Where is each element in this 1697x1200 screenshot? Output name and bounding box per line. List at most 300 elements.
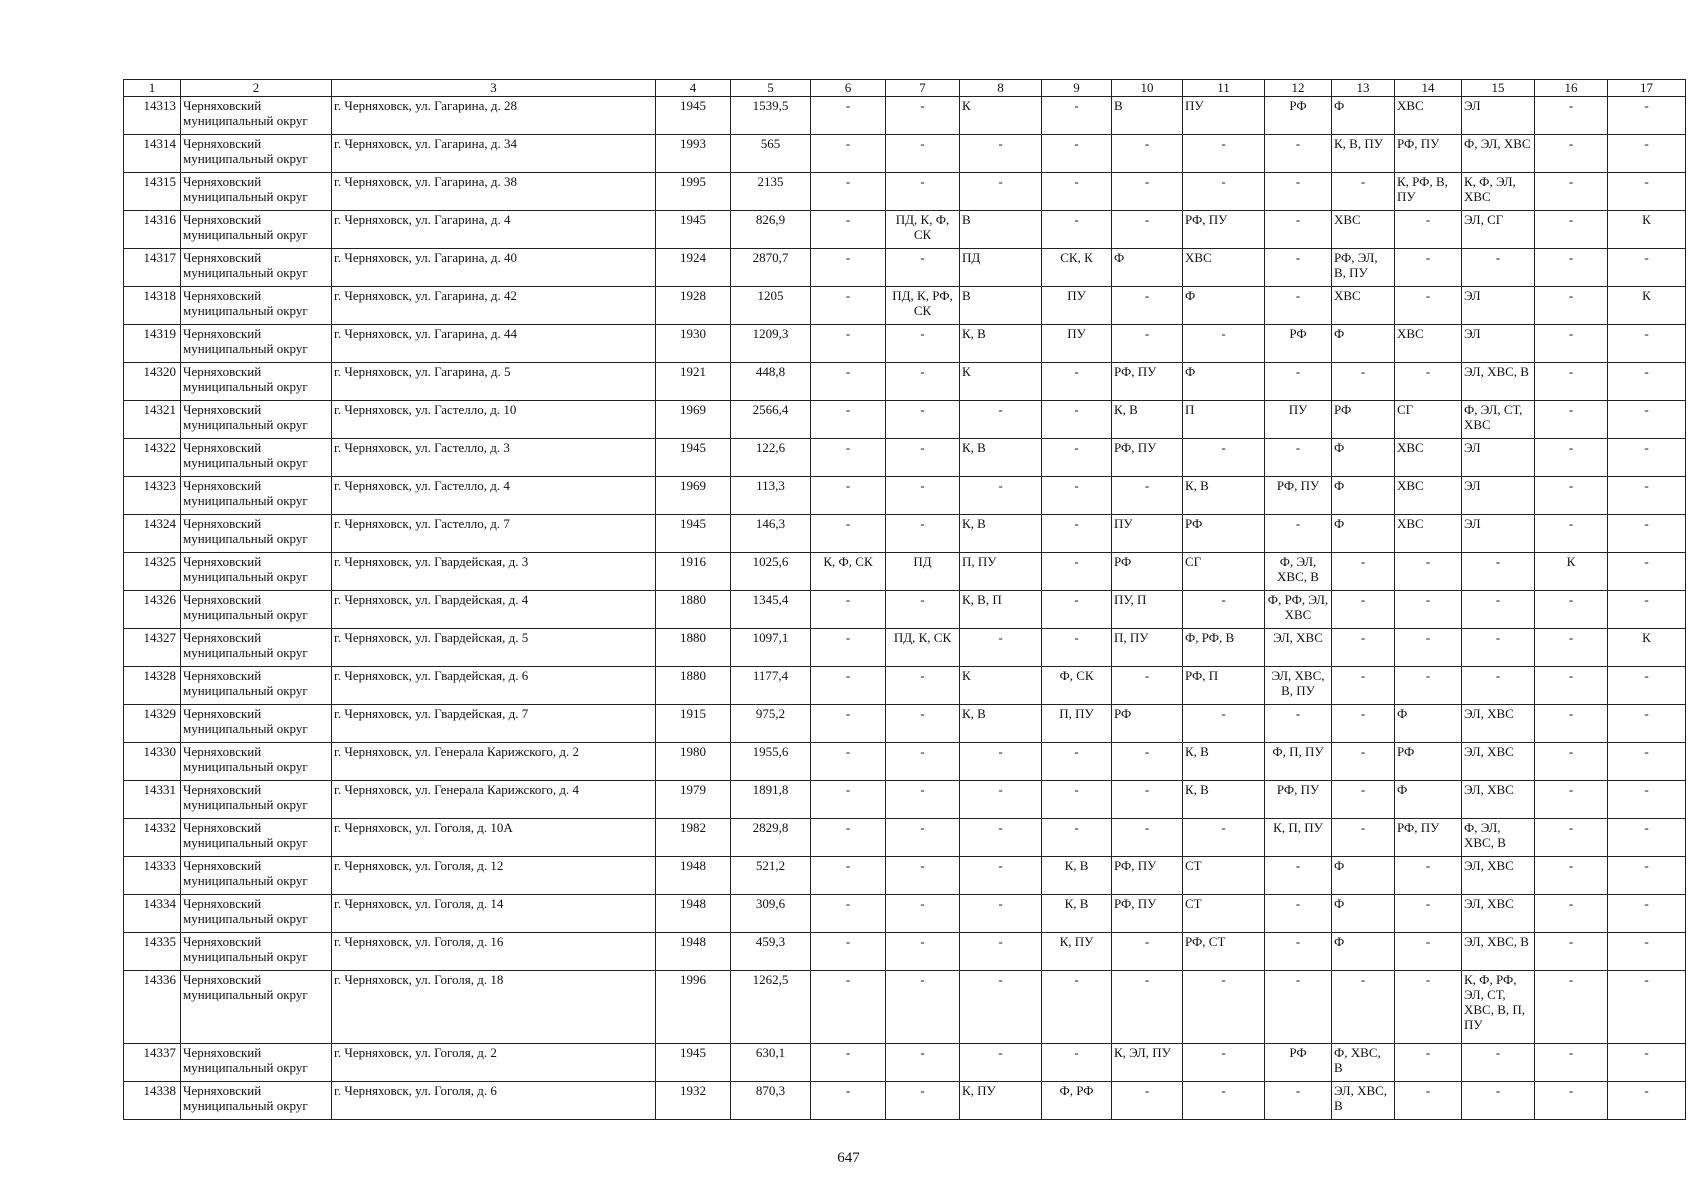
column-header: 17 <box>1608 80 1686 97</box>
table-cell: - <box>1535 591 1608 629</box>
table-cell: - <box>811 1082 886 1120</box>
table-cell: Черняховский муниципальный округ <box>181 705 332 743</box>
table-cell: 1945 <box>656 1044 731 1082</box>
table-cell: г. Черняховск, ул. Гоголя, д. 6 <box>332 1082 656 1120</box>
table-cell: - <box>1112 667 1183 705</box>
table-cell: Черняховский муниципальный округ <box>181 135 332 173</box>
table-cell: П, ПУ <box>960 553 1042 591</box>
table-cell: К <box>960 667 1042 705</box>
table-cell: СК, К <box>1042 249 1112 287</box>
table-cell: - <box>960 895 1042 933</box>
table-row <box>124 743 1686 781</box>
table-cell: г. Черняховск, ул. Гоголя, д. 16 <box>332 933 656 971</box>
table-cell: - <box>1535 781 1608 819</box>
table-cell: 2870,7 <box>731 249 811 287</box>
table-cell: 1880 <box>656 667 731 705</box>
table-cell: Ф, СК <box>1042 667 1112 705</box>
table-cell: - <box>1042 781 1112 819</box>
table-cell: 14332 <box>124 819 181 857</box>
table-cell: Ф, ЭЛ, ХВС, В <box>1462 819 1535 857</box>
table-cell: Черняховский муниципальный округ <box>181 477 332 515</box>
table-cell: - <box>1183 135 1265 173</box>
table-cell: Ф <box>1332 477 1395 515</box>
table-cell: ПУ <box>1183 97 1265 135</box>
table-cell: 1930 <box>656 325 731 363</box>
table-cell: - <box>886 477 960 515</box>
table-cell: - <box>811 325 886 363</box>
table-cell: РФ, ПУ <box>1112 363 1183 401</box>
table-cell: - <box>1395 1082 1462 1120</box>
table-cell: - <box>1395 857 1462 895</box>
table-cell: 1948 <box>656 933 731 971</box>
table-cell: ЭЛ <box>1462 477 1535 515</box>
table-cell: К, В, ПУ <box>1332 135 1395 173</box>
table-cell: Черняховский муниципальный округ <box>181 743 332 781</box>
table-cell: - <box>1608 515 1686 553</box>
table-cell: Черняховский муниципальный округ <box>181 781 332 819</box>
table-cell: 1921 <box>656 363 731 401</box>
table-cell: - <box>960 743 1042 781</box>
table-cell: ХВС <box>1395 477 1462 515</box>
table-cell: 14328 <box>124 667 181 705</box>
table-cell: 1980 <box>656 743 731 781</box>
table-cell: - <box>1535 933 1608 971</box>
table-cell: - <box>1462 591 1535 629</box>
table-cell: - <box>886 249 960 287</box>
table-cell: РФ, ПУ <box>1112 857 1183 895</box>
table-row <box>124 363 1686 401</box>
table-cell: - <box>1332 629 1395 667</box>
table-row <box>124 591 1686 629</box>
table-cell: 1880 <box>656 629 731 667</box>
table-cell: г. Черняховск, ул. Гагарина, д. 38 <box>332 173 656 211</box>
table-cell: - <box>1462 667 1535 705</box>
table-cell: - <box>1265 895 1332 933</box>
table-cell: Черняховский муниципальный округ <box>181 971 332 1044</box>
table-cell: ЭЛ, ХВС, В <box>1462 363 1535 401</box>
table-cell: РФ, П <box>1183 667 1265 705</box>
table-cell: - <box>1608 781 1686 819</box>
table-cell: - <box>1608 705 1686 743</box>
table-cell: В <box>1112 97 1183 135</box>
table-cell: - <box>960 477 1042 515</box>
column-header: 3 <box>332 80 656 97</box>
table-cell: 14327 <box>124 629 181 667</box>
table-cell: - <box>1608 857 1686 895</box>
table-cell: Ф, ЭЛ, СТ, ХВС <box>1462 401 1535 439</box>
table-cell: 14334 <box>124 895 181 933</box>
table-cell: г. Черняховск, ул. Гвардейская, д. 3 <box>332 553 656 591</box>
table-cell: Черняховский муниципальный округ <box>181 933 332 971</box>
table-cell: К, В <box>1183 781 1265 819</box>
table-cell: - <box>1332 173 1395 211</box>
table-cell: 14326 <box>124 591 181 629</box>
table-cell: 448,8 <box>731 363 811 401</box>
table-cell: - <box>1535 1082 1608 1120</box>
table-cell: ПУ <box>1112 515 1183 553</box>
table-cell: - <box>960 971 1042 1044</box>
table-cell: - <box>1535 705 1608 743</box>
table-cell: Черняховский муниципальный округ <box>181 857 332 895</box>
table-cell: РФ, ПУ <box>1112 439 1183 477</box>
table-cell: 1097,1 <box>731 629 811 667</box>
table-cell: - <box>1042 439 1112 477</box>
table-cell: г. Черняховск, ул. Гагарина, д. 28 <box>332 97 656 135</box>
table-cell: г. Черняховск, ул. Гоголя, д. 10А <box>332 819 656 857</box>
table-cell: ХВС <box>1395 325 1462 363</box>
table-cell: г. Черняховск, ул. Гвардейская, д. 7 <box>332 705 656 743</box>
table-cell: - <box>1395 895 1462 933</box>
table-cell: - <box>1042 477 1112 515</box>
table-cell: Ф <box>1183 287 1265 325</box>
table-row <box>124 857 1686 895</box>
table-cell: - <box>1332 781 1395 819</box>
table-cell: 14322 <box>124 439 181 477</box>
table-cell: - <box>1608 363 1686 401</box>
table-cell: - <box>1183 1044 1265 1082</box>
table-cell: Черняховский муниципальный округ <box>181 325 332 363</box>
table-cell: - <box>1535 97 1608 135</box>
table-cell: ПД <box>886 553 960 591</box>
table-cell: 14325 <box>124 553 181 591</box>
table-cell: - <box>1183 819 1265 857</box>
table-cell: - <box>1042 591 1112 629</box>
table-cell: - <box>1332 363 1395 401</box>
table-cell: РФ, ПУ <box>1183 211 1265 249</box>
table-cell: - <box>960 781 1042 819</box>
table-cell: - <box>811 895 886 933</box>
table-cell: 1916 <box>656 553 731 591</box>
table-cell: 1945 <box>656 97 731 135</box>
table-cell: - <box>1112 173 1183 211</box>
table-cell: 1915 <box>656 705 731 743</box>
table-cell: - <box>1265 287 1332 325</box>
table-cell: - <box>1042 553 1112 591</box>
table-cell: РФ, ПУ <box>1395 819 1462 857</box>
table-cell: 14320 <box>124 363 181 401</box>
table-cell: 14330 <box>124 743 181 781</box>
table-cell: РФ <box>1265 1044 1332 1082</box>
table-cell: Ф <box>1332 895 1395 933</box>
table-cell: 14317 <box>124 249 181 287</box>
table-cell: РФ, ПУ <box>1395 135 1462 173</box>
table-cell: - <box>811 249 886 287</box>
table-cell: - <box>886 971 960 1044</box>
table-cell: - <box>1112 971 1183 1044</box>
table-cell: ПД <box>960 249 1042 287</box>
table-cell: - <box>886 363 960 401</box>
table-cell: ПД, К, Ф, СК <box>886 211 960 249</box>
table-cell: - <box>1183 173 1265 211</box>
table-cell: Ф <box>1332 933 1395 971</box>
table-cell: - <box>960 401 1042 439</box>
table-cell: К <box>960 363 1042 401</box>
table-cell: Черняховский муниципальный округ <box>181 1044 332 1082</box>
table-cell: - <box>1608 135 1686 173</box>
table-cell: Ф, ХВС, В <box>1332 1044 1395 1082</box>
table-cell: - <box>1112 477 1183 515</box>
table-cell: 14336 <box>124 971 181 1044</box>
table-cell: - <box>1265 173 1332 211</box>
table-cell: - <box>1183 1082 1265 1120</box>
table-cell: - <box>1395 629 1462 667</box>
table-cell: П, ПУ <box>1042 705 1112 743</box>
table-cell: - <box>1535 401 1608 439</box>
table-cell: ПД, К, СК <box>886 629 960 667</box>
table-cell: - <box>886 781 960 819</box>
table-cell: - <box>1112 819 1183 857</box>
table-cell: Ф, П, ПУ <box>1265 743 1332 781</box>
table-cell: 122,6 <box>731 439 811 477</box>
table-cell: - <box>1608 401 1686 439</box>
table-cell: В <box>960 211 1042 249</box>
table-cell: - <box>960 629 1042 667</box>
table-cell: ЭЛ <box>1462 325 1535 363</box>
table-cell: г. Черняховск, ул. Гастелло, д. 10 <box>332 401 656 439</box>
table-cell: - <box>960 173 1042 211</box>
table-cell: - <box>1042 819 1112 857</box>
table-cell: - <box>1535 629 1608 667</box>
table-cell: г. Черняховск, ул. Гагарина, д. 34 <box>332 135 656 173</box>
table-cell: РФ, ПУ <box>1112 895 1183 933</box>
table-cell: СТ <box>1183 895 1265 933</box>
table-cell: 1982 <box>656 819 731 857</box>
table-cell: К, В <box>1183 477 1265 515</box>
table-cell: Черняховский муниципальный округ <box>181 173 332 211</box>
table-cell: - <box>1608 439 1686 477</box>
table-cell: РФ <box>1332 401 1395 439</box>
table-cell: - <box>886 173 960 211</box>
table-cell: ХВС <box>1395 515 1462 553</box>
table-cell: - <box>1462 629 1535 667</box>
column-header: 9 <box>1042 80 1112 97</box>
table-cell: г. Черняховск, ул. Гагарина, д. 5 <box>332 363 656 401</box>
table-cell: ХВС <box>1395 97 1462 135</box>
table-cell: - <box>1535 1044 1608 1082</box>
table-cell: - <box>811 211 886 249</box>
table-cell: - <box>1042 743 1112 781</box>
table-cell: 1924 <box>656 249 731 287</box>
table-cell: - <box>1332 971 1395 1044</box>
registry-table <box>123 79 1686 1120</box>
table-cell: - <box>1395 553 1462 591</box>
table-cell: К <box>1535 553 1608 591</box>
table-cell: Ф <box>1332 439 1395 477</box>
column-header: 6 <box>811 80 886 97</box>
table-cell: Черняховский муниципальный округ <box>181 515 332 553</box>
table-cell: - <box>886 857 960 895</box>
table-row <box>124 401 1686 439</box>
table-header <box>124 80 1686 97</box>
table-cell: 14321 <box>124 401 181 439</box>
table-cell: г. Черняховск, ул. Гоголя, д. 18 <box>332 971 656 1044</box>
table-cell: 14333 <box>124 857 181 895</box>
table-cell: 14329 <box>124 705 181 743</box>
table-cell: РФ <box>1183 515 1265 553</box>
table-cell: - <box>1042 363 1112 401</box>
table-row <box>124 705 1686 743</box>
table-cell: - <box>1265 1082 1332 1120</box>
table-cell: г. Черняховск, ул. Гастелло, д. 7 <box>332 515 656 553</box>
table-cell: 826,9 <box>731 211 811 249</box>
table-cell: г. Черняховск, ул. Гоголя, д. 2 <box>332 1044 656 1082</box>
table-cell: 1969 <box>656 401 731 439</box>
table-cell: 459,3 <box>731 933 811 971</box>
table-cell: - <box>1332 667 1395 705</box>
table-cell: 1948 <box>656 857 731 895</box>
column-header: 5 <box>731 80 811 97</box>
table-cell: - <box>1608 325 1686 363</box>
table-cell: - <box>811 363 886 401</box>
table-cell: - <box>1265 363 1332 401</box>
table-cell: ЭЛ, ХВС <box>1462 743 1535 781</box>
table-cell: ЭЛ, ХВС, В <box>1462 933 1535 971</box>
table-cell: К, ЭЛ, ПУ <box>1112 1044 1183 1082</box>
table-cell: К, Ф, ЭЛ, ХВС <box>1462 173 1535 211</box>
table-cell: 1880 <box>656 591 731 629</box>
table-cell: г. Черняховск, ул. Генерала Карижского, д. 4 <box>332 781 656 819</box>
table-cell: - <box>1535 895 1608 933</box>
table-cell: ЭЛ, ХВС, В <box>1332 1082 1395 1120</box>
table-cell: - <box>811 97 886 135</box>
table-cell: - <box>1535 819 1608 857</box>
table-cell: ПД, К, РФ, СК <box>886 287 960 325</box>
table-cell: - <box>1608 933 1686 971</box>
table-cell: ЭЛ <box>1462 97 1535 135</box>
table-cell: 1932 <box>656 1082 731 1120</box>
table-cell: - <box>1112 325 1183 363</box>
page-number: 647 <box>837 1150 860 1166</box>
table-cell: Черняховский муниципальный округ <box>181 401 332 439</box>
table-cell: К, В <box>1042 895 1112 933</box>
table-cell: Ф <box>1332 325 1395 363</box>
table-cell: 870,3 <box>731 1082 811 1120</box>
table-cell: - <box>1042 515 1112 553</box>
column-header: 11 <box>1183 80 1265 97</box>
table-cell: г. Черняховск, ул. Гвардейская, д. 5 <box>332 629 656 667</box>
table-cell: - <box>811 287 886 325</box>
table-cell: Черняховский муниципальный округ <box>181 211 332 249</box>
table-cell: - <box>960 135 1042 173</box>
table-cell: 1891,8 <box>731 781 811 819</box>
table-cell: - <box>1535 325 1608 363</box>
table-cell: - <box>886 819 960 857</box>
table-row <box>124 971 1686 1044</box>
table-cell: - <box>1608 553 1686 591</box>
table-cell: К <box>1608 287 1686 325</box>
table-cell: 1969 <box>656 477 731 515</box>
table-cell: ПУ, П <box>1112 591 1183 629</box>
table-cell: г. Черняховск, ул. Гастелло, д. 4 <box>332 477 656 515</box>
table-cell: 1177,4 <box>731 667 811 705</box>
table-cell: - <box>1608 743 1686 781</box>
table-cell: - <box>811 477 886 515</box>
table-row <box>124 781 1686 819</box>
table-cell: - <box>1332 743 1395 781</box>
table-cell: Черняховский муниципальный округ <box>181 553 332 591</box>
table-cell: 113,3 <box>731 477 811 515</box>
table-cell: Ф <box>1332 97 1395 135</box>
table-cell: - <box>1112 781 1183 819</box>
table-cell: - <box>1608 819 1686 857</box>
table-cell: г. Черняховск, ул. Гвардейская, д. 6 <box>332 667 656 705</box>
table-cell: Черняховский муниципальный округ <box>181 363 332 401</box>
column-header: 16 <box>1535 80 1608 97</box>
table-cell: - <box>1608 173 1686 211</box>
table-cell: ПУ <box>1042 287 1112 325</box>
column-header: 4 <box>656 80 731 97</box>
table-cell: Черняховский муниципальный округ <box>181 249 332 287</box>
table-body <box>124 97 1686 1120</box>
table-cell: - <box>811 933 886 971</box>
table-cell: - <box>811 439 886 477</box>
table-cell: - <box>886 933 960 971</box>
table-cell: 565 <box>731 135 811 173</box>
table-cell: 14337 <box>124 1044 181 1082</box>
table-cell: ХВС <box>1183 249 1265 287</box>
table-cell: РФ <box>1265 325 1332 363</box>
table-cell: Черняховский муниципальный округ <box>181 629 332 667</box>
table-cell: Ф <box>1183 363 1265 401</box>
table-cell: ЭЛ, ХВС <box>1462 781 1535 819</box>
table-cell: РФ, ЭЛ, В, ПУ <box>1332 249 1395 287</box>
table-cell: К <box>960 97 1042 135</box>
table-row <box>124 287 1686 325</box>
table-cell: - <box>1395 591 1462 629</box>
table-cell: - <box>811 857 886 895</box>
table-cell: Ф, РФ <box>1042 1082 1112 1120</box>
table-cell: - <box>1395 287 1462 325</box>
table-row <box>124 667 1686 705</box>
column-header: 14 <box>1395 80 1462 97</box>
table-cell: - <box>1535 363 1608 401</box>
table-cell: ЭЛ, ХВС <box>1265 629 1332 667</box>
table-cell: ЭЛ, ХВС <box>1462 895 1535 933</box>
table-cell: К, В <box>1112 401 1183 439</box>
table-cell: К <box>1608 211 1686 249</box>
table-row <box>124 933 1686 971</box>
table-cell: 14319 <box>124 325 181 363</box>
table-cell: Ф <box>1395 705 1462 743</box>
table-cell: - <box>886 1044 960 1082</box>
table-cell: Черняховский муниципальный округ <box>181 439 332 477</box>
table-cell: - <box>886 895 960 933</box>
table-cell: 14324 <box>124 515 181 553</box>
table-cell: 14314 <box>124 135 181 173</box>
table-row <box>124 249 1686 287</box>
table-cell: 1955,6 <box>731 743 811 781</box>
table-cell: 14313 <box>124 97 181 135</box>
table-cell: Черняховский муниципальный округ <box>181 97 332 135</box>
table-cell: 309,6 <box>731 895 811 933</box>
table-cell: - <box>1042 97 1112 135</box>
table-cell: - <box>1265 971 1332 1044</box>
table-cell: СГ <box>1183 553 1265 591</box>
table-cell: РФ <box>1265 97 1332 135</box>
table-cell: ХВС <box>1332 287 1395 325</box>
table-cell: К, ПУ <box>960 1082 1042 1120</box>
table-cell: ЭЛ, ХВС <box>1462 705 1535 743</box>
table-cell: - <box>960 933 1042 971</box>
column-header: 1 <box>124 80 181 97</box>
table-row <box>124 1082 1686 1120</box>
table-cell: ПУ <box>1265 401 1332 439</box>
table-cell: - <box>811 135 886 173</box>
table-cell: - <box>1535 743 1608 781</box>
table-cell: РФ <box>1112 553 1183 591</box>
table-cell: Ф <box>1395 781 1462 819</box>
table-cell: РФ, ПУ <box>1265 477 1332 515</box>
